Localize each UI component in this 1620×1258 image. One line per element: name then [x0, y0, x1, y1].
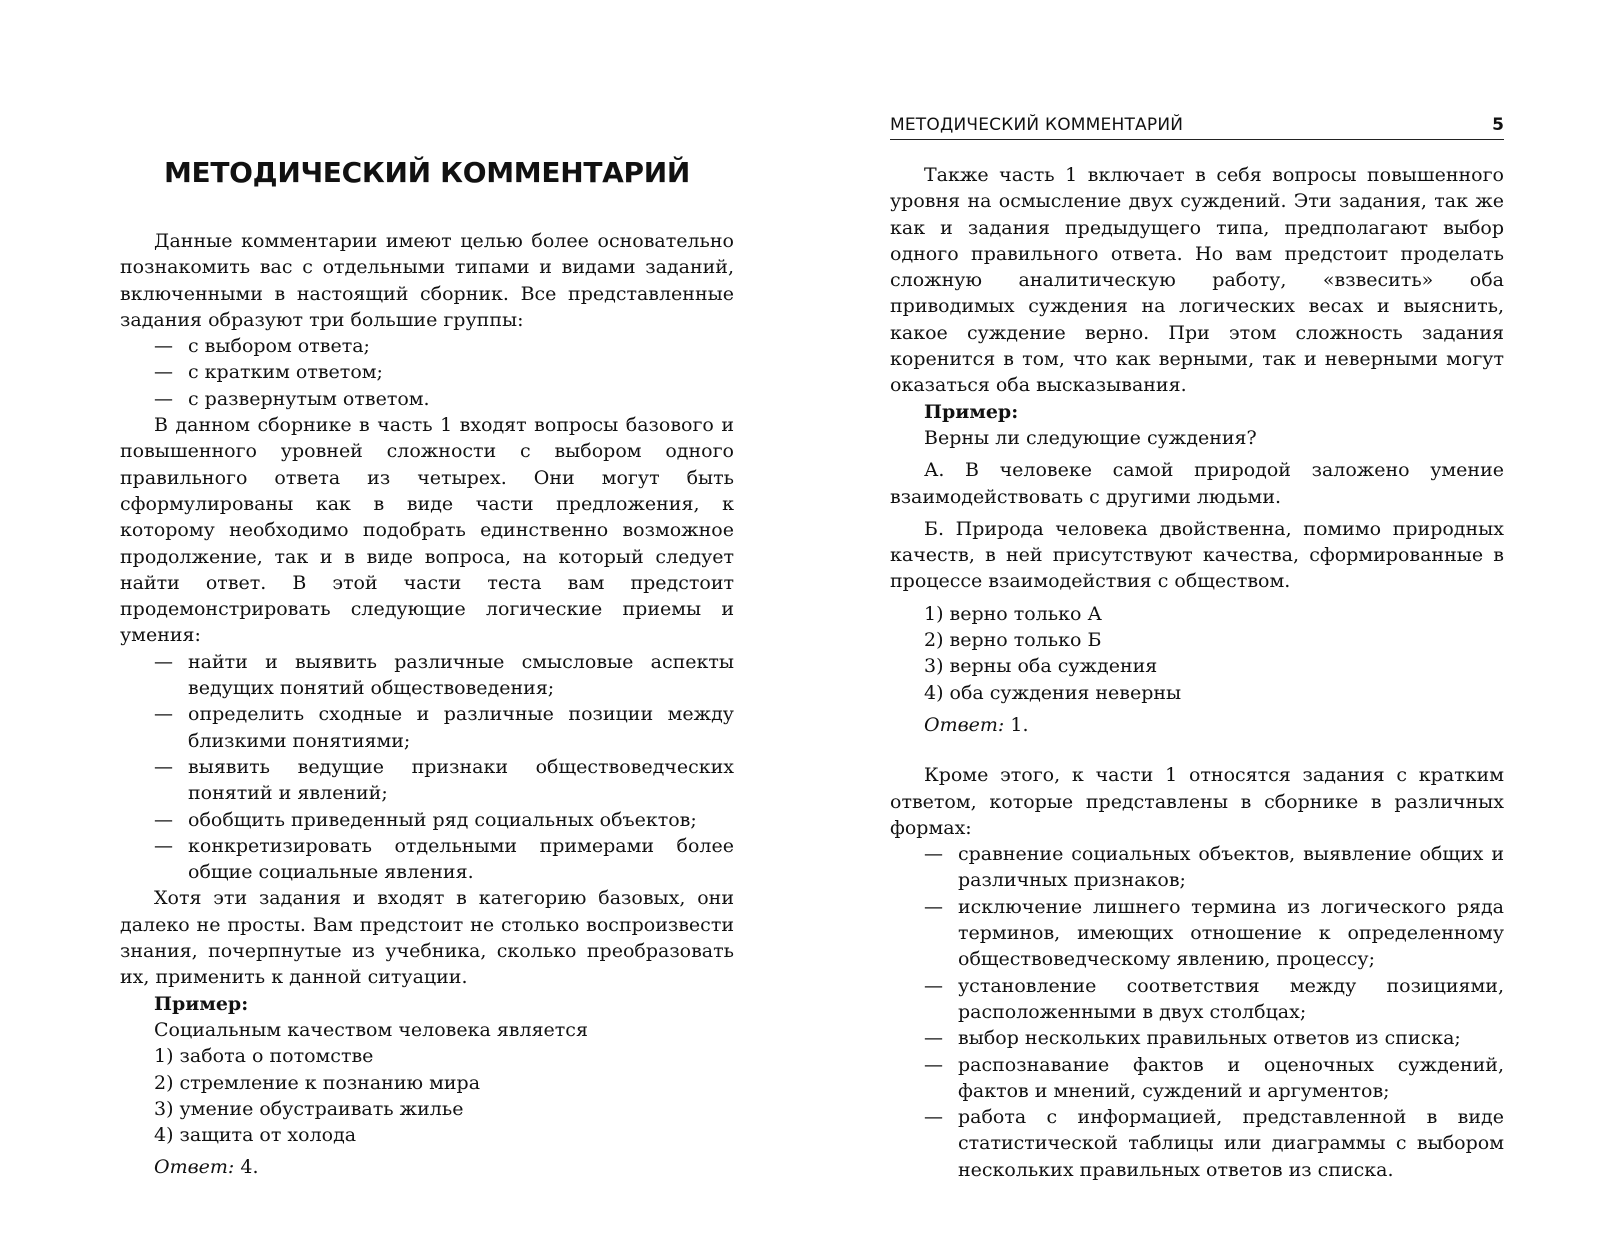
- group-item: — с кратким ответом;: [154, 361, 383, 384]
- skill-item: — конкретизировать отдельными примерами более общие социальные явления.: [154, 834, 734, 884]
- left-page-body: [120, 228, 734, 1181]
- page-title: МЕТОДИЧЕСКИЙ КОММЕНТАРИЙ: [163, 156, 690, 189]
- part1-paragraph: В данном сборнике в часть 1 входят вопросы базового и повышенного уровней сложности с выбором одного правильного ответа из четырех. Они могут быть сформулированы как в виде части предложения, к которому необходимо подобрать единственно возможное продолжение, так и в виде вопроса, на который следует найти ответ. В этой части теста вам предстоит продемонстрировать следующие логические приемы и умения:: [120, 414, 734, 647]
- option-item: 2) стремление к познанию мира: [154, 1071, 481, 1094]
- answer-value: 1.: [1010, 713, 1029, 736]
- question-text: Верны ли следующие суждения?: [924, 426, 1257, 449]
- page-number: 5: [1492, 115, 1504, 135]
- form-item: — сравнение социальных объектов, выявление общих и различных признаков;: [924, 843, 1504, 892]
- short-answer-intro: Кроме этого, к части 1 относятся задания с кратким ответом, которые представлены в сборнике в различных формах:: [890, 764, 1504, 839]
- statement-a: А. В человеке самой природой заложено умение взаимодействовать с другими людьми.: [890, 459, 1504, 508]
- answer-line: [890, 712, 1504, 738]
- skill-item: — найти и выявить различные смысловые аспекты ведущих понятий обществоведения;: [154, 650, 734, 700]
- option-item: 3) верны оба суждения: [924, 655, 1158, 678]
- option-item: 2) верно только Б: [924, 629, 1102, 652]
- right-page: [890, 0, 1504, 1258]
- skill-item: — определить сходные и различные позиции между близкими понятиями;: [154, 703, 734, 752]
- form-item: — установление соответствия между позициями, расположенными в двух столбцах;: [924, 974, 1504, 1023]
- option-item: 4) защита от холода: [154, 1124, 357, 1147]
- example-label: Пример:: [924, 400, 1019, 423]
- form-item: — выбор нескольких правильных ответов из списка;: [924, 1027, 1461, 1050]
- option-item: 1) верно только А: [924, 602, 1102, 625]
- form-item: — работа с информацией, представленной в виде статистической таблицы или диаграммы с выбором нескольких правильных ответов из списка.: [924, 1106, 1504, 1181]
- intro-paragraph: Данные комментарии имеют целью более основательно познакомить вас с отдельными типами и видами заданий, включенными в настоящий сборник. Все представленные задания образуют три большие группы:: [120, 230, 734, 331]
- example-label: Пример:: [154, 992, 249, 1015]
- answer-value: 4.: [240, 1156, 259, 1179]
- answer-label: Ответ:: [924, 713, 1005, 736]
- form-item: — распознавание фактов и оценочных суждений, фактов и мнений, суждений и аргументов;: [924, 1053, 1504, 1102]
- answer-label: Ответ:: [154, 1156, 235, 1179]
- left-page: [120, 0, 734, 1258]
- skill-item: — обобщить приведенный ряд социальных объектов;: [154, 808, 697, 831]
- form-item: — исключение лишнего термина из логического ряда терминов, имеющих отношение к определенному обществоведческому явлению, процессу;: [924, 895, 1504, 971]
- group-item: — с выбором ответа;: [154, 335, 370, 358]
- answer-line: [120, 1154, 734, 1180]
- group-item: — с развернутым ответом.: [154, 387, 430, 410]
- statement-b: Б. Природа человека двойственна, помимо природных качеств, в ней присутствуют качества, сформированные в процессе взаимодействия с обществом.: [890, 517, 1504, 593]
- right-page-body: [890, 162, 1504, 1183]
- running-head-title: МЕТОДИЧЕСКИЙ КОММЕНТАРИЙ: [890, 115, 1184, 135]
- question-text: Социальным качеством человека является: [154, 1018, 588, 1041]
- option-item: 4) оба суждения неверны: [924, 681, 1182, 704]
- option-item: 1) забота о потомстве: [154, 1045, 374, 1068]
- skill-item: — выявить ведущие признаки обществоведческих понятий и явлений;: [154, 755, 734, 805]
- intro-paragraph: Также часть 1 включает в себя вопросы повышенного уровня на осмысление двух суждений. Эти задания, так же как и задания предыдущего типа, предполагают выбор одного правильного ответа. Но вам предстоит проделать сложную аналитическую работу, «взвесить» оба приводимых суждения на логических весах и выяснить, какое суждение верно. При этом сложность задания коренится в том, что как верными, так и неверными могут оказаться оба высказывания.: [890, 164, 1504, 397]
- option-item: 3) умение обустраивать жилье: [154, 1097, 464, 1120]
- note-paragraph: Хотя эти задания и входят в категорию базовых, они далеко не просты. Вам предстоит не столько воспроизвести знания, почерпнутые из учебника, сколько преобразовать их, применить к данной ситуации.: [120, 887, 734, 989]
- running-head: [890, 113, 1504, 140]
